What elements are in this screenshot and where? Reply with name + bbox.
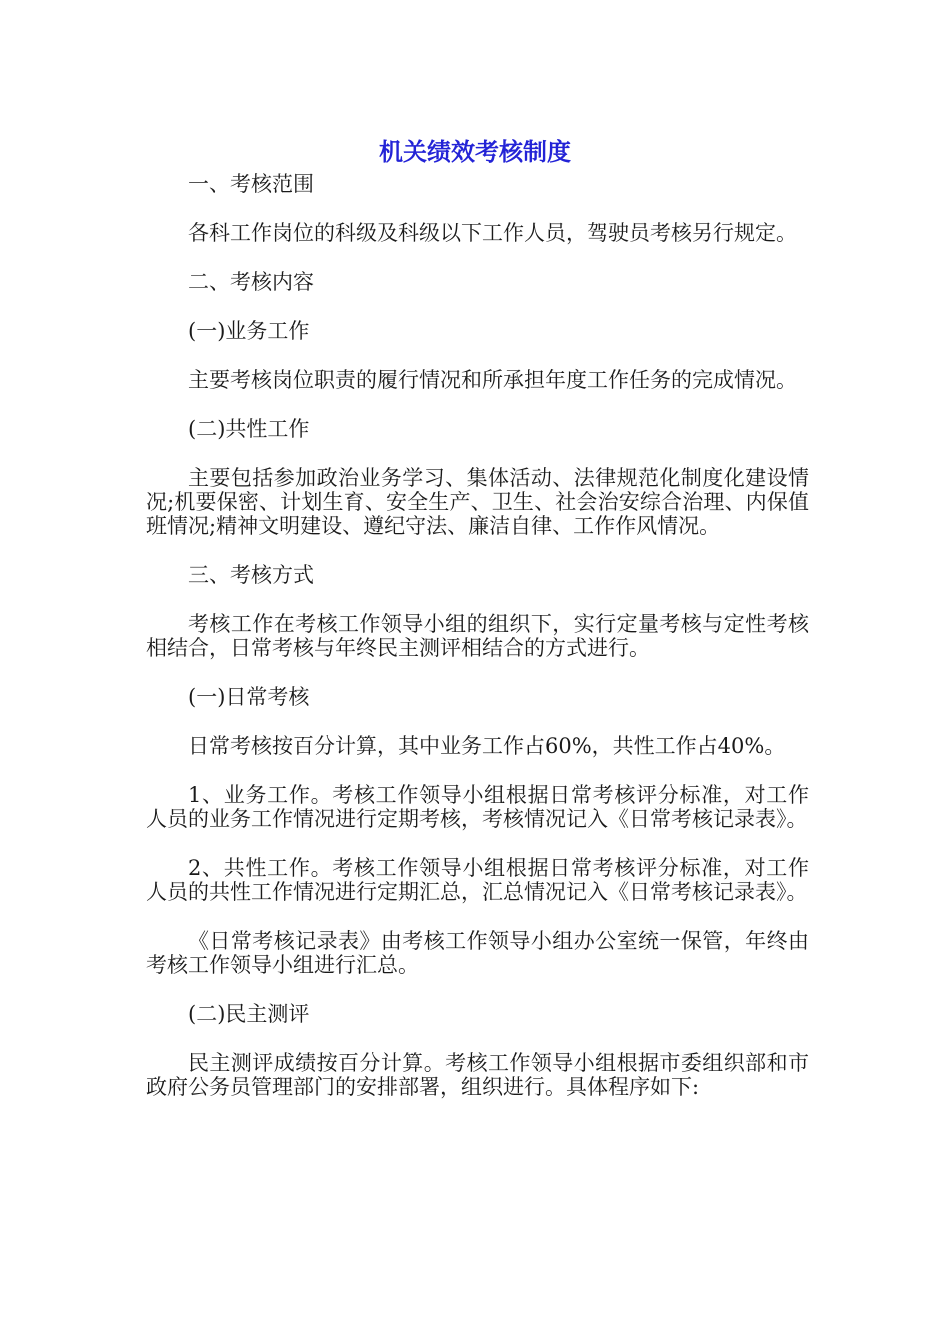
paragraph-common-item: 2、共性工作。考核工作领导小组根据日常考核评分标准，对工作人员的共性工作情况进行定期汇总，汇总情况记入《日常考核记录表》。: [146, 856, 809, 904]
paragraph-method: 考核工作在考核工作领导小组的组织下，实行定量考核与定性考核相结合，日常考核与年终民主测评相结合的方式进行。: [146, 612, 809, 660]
document-title: 机关绩效考核制度: [379, 138, 571, 166]
section-heading-content: 二、考核内容: [188, 270, 314, 294]
paragraph-record-table: 《日常考核记录表》由考核工作领导小组办公室统一保管，年终由考核工作领导小组进行汇总。: [146, 929, 809, 977]
paragraph-democratic-evaluation: 民主测评成绩按百分计算。考核工作领导小组根据市委组织部和市政府公务员管理部门的安排部署，组织进行。具体程序如下:: [146, 1051, 809, 1099]
subheading-common-work: (二)共性工作: [188, 417, 310, 441]
subheading-business-work: (一)业务工作: [188, 319, 310, 343]
section-heading-method: 三、考核方式: [188, 563, 314, 587]
subheading-democratic-evaluation: (二)民主测评: [188, 1002, 310, 1026]
paragraph-scope-detail: 各科工作岗位的科级及科级以下工作人员，驾驶员考核另行规定。: [188, 221, 797, 245]
section-heading-scope: 一、考核范围: [188, 172, 314, 196]
subheading-daily-assessment: (一)日常考核: [188, 685, 310, 709]
document-body: [146, 172, 809, 1124]
paragraph-business-item: 1、业务工作。考核工作领导小组根据日常考核评分标准，对工作人员的业务工作情况进行定期考核，考核情况记入《日常考核记录表》。: [146, 783, 809, 831]
paragraph-common-work: 主要包括参加政治业务学习、集体活动、法律规范化制度化建设情况;机要保密、计划生育、安全生产、卫生、社会治安综合治理、内保值班情况;精神文明建设、遵纪守法、廉洁自律、工作作风情况。: [146, 466, 809, 538]
paragraph-daily-scoring: 日常考核按百分计算，其中业务工作占60%，共性工作占40%。: [188, 734, 786, 758]
paragraph-business-work: 主要考核岗位职责的履行情况和所承担年度工作任务的完成情况。: [188, 368, 797, 392]
